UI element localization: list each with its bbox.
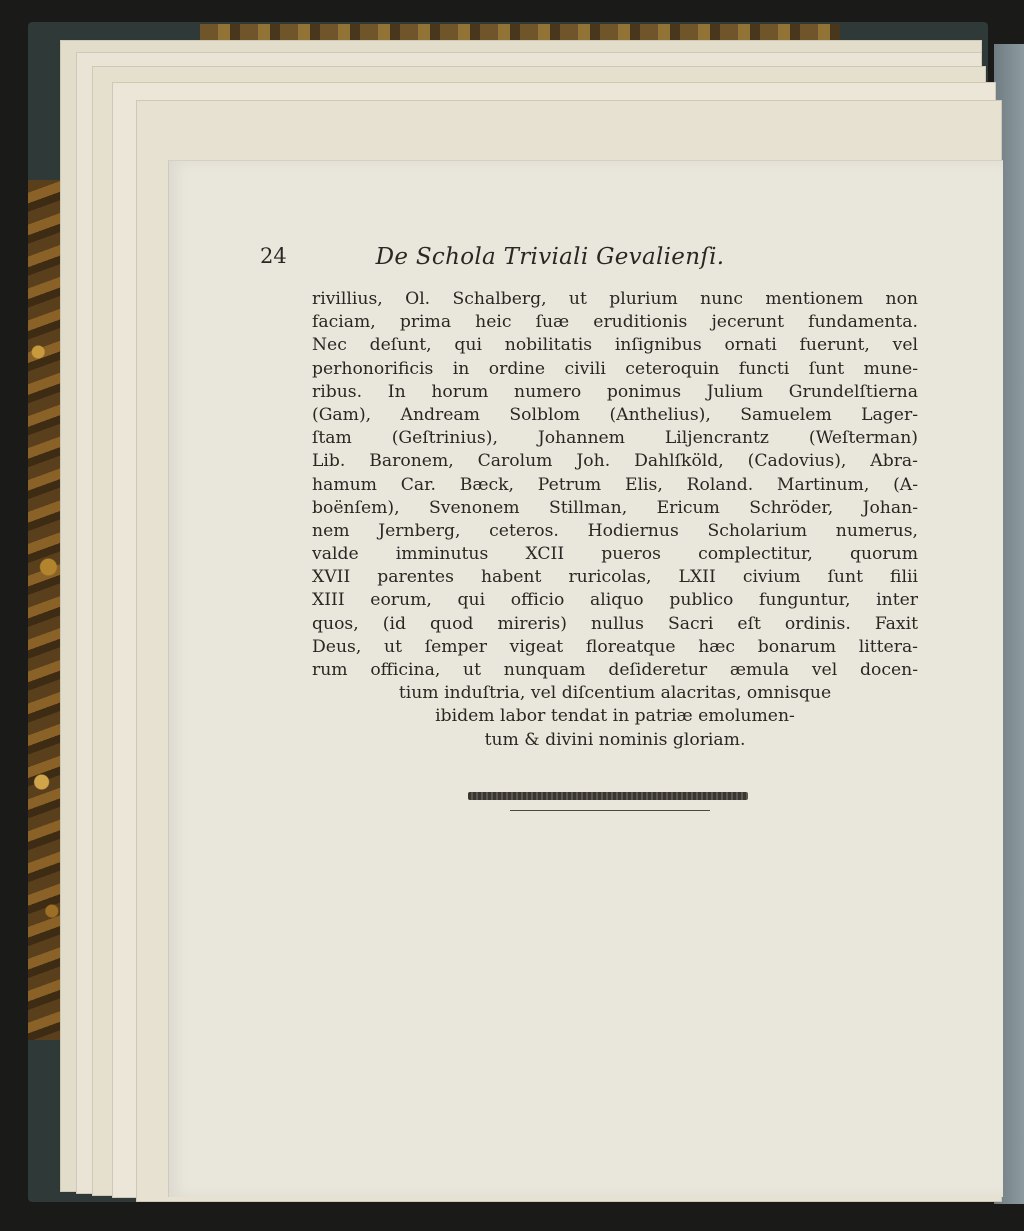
text-line: faciam, prima heic ſuæ eruditionis jecerunt fundamenta. bbox=[312, 312, 918, 333]
text-line: perhonorificis in ordine civili ceteroquin functi ſunt mune- bbox=[312, 358, 918, 379]
text-line: hamum Car. Bæck, Petrum Elis, Roland. Martinum, (A- bbox=[312, 474, 918, 495]
running-title: De Schola Triviali Gevalienſi. bbox=[375, 244, 725, 270]
page-number: 24 bbox=[260, 244, 287, 268]
marbled-spine-edge bbox=[28, 180, 62, 1040]
text-line: nem Jernberg, ceteros. Hodiernus Scholarium numerus, bbox=[312, 520, 918, 541]
text-line: Nec deſunt, qui nobilitatis inſignibus ornati fuerunt, vel bbox=[312, 335, 918, 356]
text-line: ribus. In horum numero ponimus Julium Grundelſtierna bbox=[312, 381, 918, 402]
text-line: rivillius, Ol. Schalberg, ut plurium nunc mentionem non bbox=[312, 289, 918, 309]
marbled-top-edge bbox=[200, 24, 840, 40]
text-line: XIII eorum, qui officio aliquo publico funguntur, inter bbox=[312, 590, 918, 611]
text-line: valde imminutus XCII pueros complectitur, quorum bbox=[312, 544, 918, 565]
text-line: boënſem), Svenonem Stillman, Ericum Schröder, Johan- bbox=[312, 497, 918, 518]
body-text bbox=[312, 288, 918, 752]
text-line: quos, (id quod mireris) nullus Sacri eſt ordinis. Faxit bbox=[312, 613, 918, 634]
text-line: XVII parentes habent ruricolas, LXII civium ſunt filii bbox=[312, 567, 918, 588]
text-line: ſtam (Geſtrinius), Johannem Liljencrantz (Weſterman) bbox=[312, 428, 918, 449]
text-line: Lib. Baronem, Carolum Joh. Dahlſköld, (Cadovius), Abra- bbox=[312, 451, 918, 472]
page-header bbox=[260, 244, 820, 274]
tailpiece-rule bbox=[510, 810, 710, 811]
tailpiece-ornament bbox=[468, 792, 748, 800]
text-line: tum & divini nominis gloriam. bbox=[484, 729, 746, 750]
text-line: Deus, ut ſemper vigeat floreatque hæc bonarum littera- bbox=[312, 636, 918, 657]
text-line: rum officina, ut nunquam deſideretur æmula vel docen- bbox=[312, 660, 918, 680]
text-line: ibidem labor tendat in patriæ emolumen- bbox=[435, 706, 795, 727]
text-line: (Gam), Andream Solblom (Anthelius), Samuelem Lager- bbox=[312, 404, 918, 425]
text-line: tium induſtria, vel diſcentium alacritas, omnisque bbox=[398, 683, 832, 704]
